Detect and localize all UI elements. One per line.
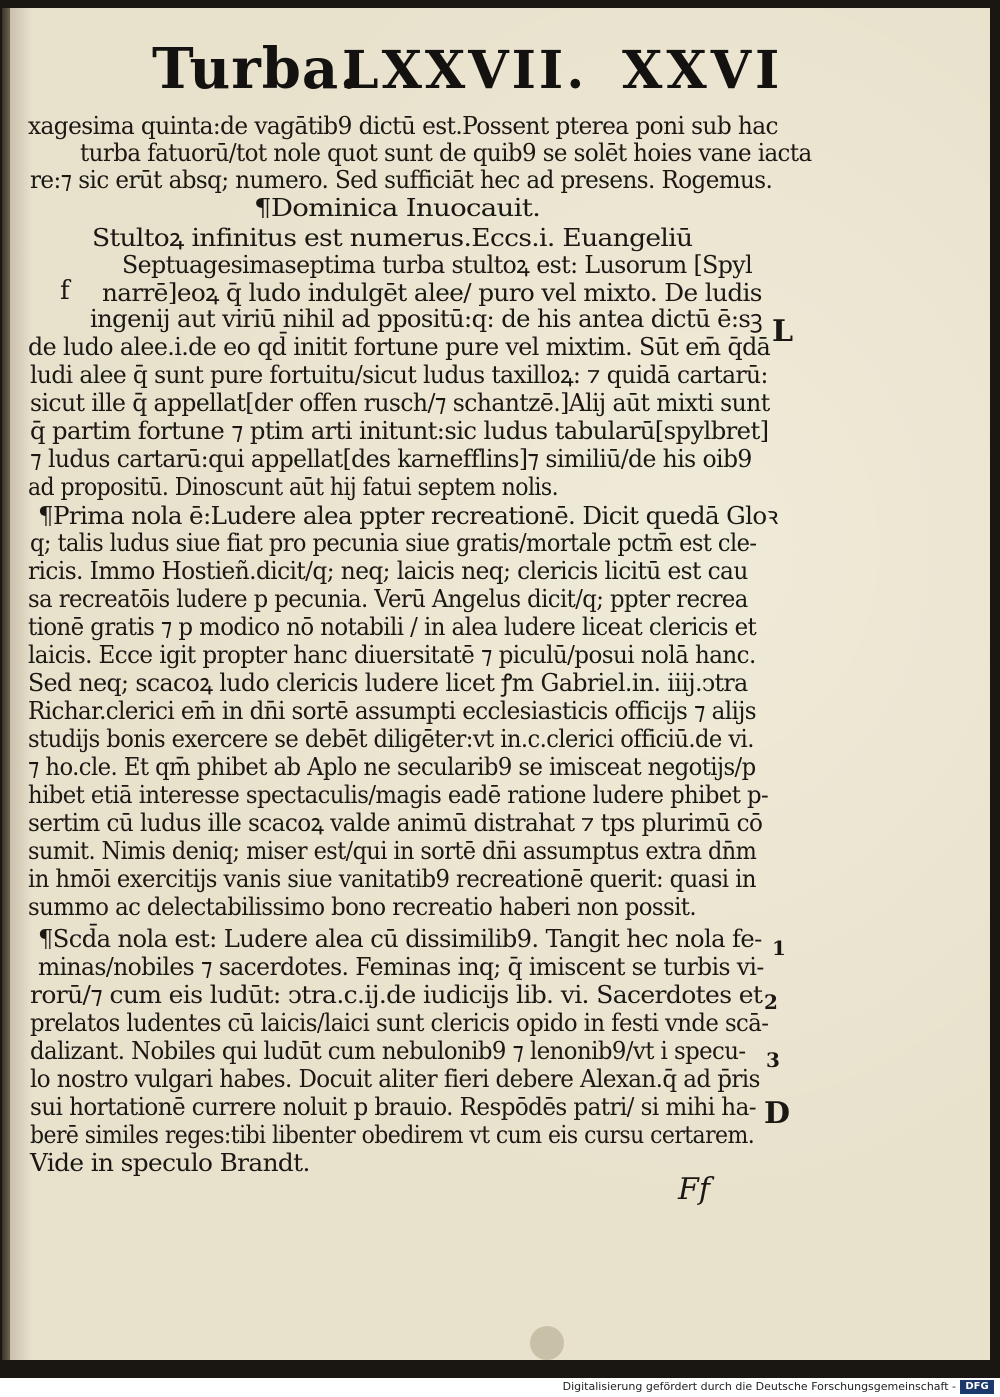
- text-line: re:⁊ sic erūt absq; numero. Sed sufficiāt hec ad presens. Rogemus.: [30, 166, 773, 194]
- text-line: berē similes reges:tibi libenter obedirem vt cum eis cursu certarem.: [30, 1121, 755, 1149]
- page-spine-edge: [2, 8, 10, 1360]
- text-line: ⁊ ludus cartarū:qui appellat[des karnefflins]⁊ similiū/de his oib9: [30, 445, 752, 473]
- text-line: q; talis ludus siue fiat pro pecunia siue gratis/mortale pctm̄ est cle-: [30, 529, 757, 557]
- text-line: Sed neq; scacoꝝ ludo clericis ludere licet ꝭm Gabriel.in. iiij.ↄtra: [28, 669, 748, 697]
- text-line: hibet etiā interesse spectaculis/magis eadē ratione ludere phibet p-: [28, 781, 769, 809]
- catchword: Ff: [678, 1172, 710, 1207]
- text-line: Stultoꝝ infinitus est numerus.Eccs.i. Euangeliū: [92, 224, 693, 252]
- text-line: minas/nobiles ⁊ sacerdotes. Feminas inq; q̄ imiscent se turbis vi-: [38, 953, 764, 981]
- text-line: sumit. Nimis deniq; miser est/qui in sortē dn̄i assumptus extra dn̄m: [28, 837, 757, 865]
- text-line: dalizant. Nobiles qui ludūt cum nebulonib9 ⁊ lenonib9/vt i specu-: [30, 1037, 746, 1065]
- text-line: laicis. Ecce igit propter hanc diuersitatē ⁊ piculū/posui nolā hanc.: [28, 641, 756, 669]
- text-line: ¶Scd̄a nola est: Ludere alea cū dissimilib9. Tangit hec nola fe-: [38, 925, 762, 953]
- text-line: lo nostro vulgari habes. Docuit aliter fieri debere Alexan.q̄ ad p̄ris: [30, 1065, 760, 1093]
- margin-letter-d: D: [764, 1096, 791, 1131]
- text-line: Septuagesimaseptima turba stultoꝝ est: Lusorum [Spyl: [122, 251, 753, 279]
- text-line: Richar.clerici em̄ in dn̄i sortē assumpti ecclesiasticis officijs ⁊ alijs: [28, 697, 757, 725]
- text-line: ad propositū. Dinoscunt aūt hij fatui septem nolis.: [28, 473, 559, 501]
- text-line: studijs bonis exercere se debēt diligēter:vt in.c.clerici officiū.de vi.: [28, 725, 754, 753]
- text-line: ludi alee q̄ sunt pure fortuitu/sicut ludus taxilloꝝ: ⁊ quidā cartarū:: [30, 361, 768, 389]
- text-line: rorū/⁊ cum eis ludūt: ↄtra.c.ij.de iudicijs lib. vi. Sacerdotes et: [30, 981, 763, 1009]
- text-line: ingenij aut viriū nihil ad ppositū:q: de his antea dictū ē:sꝫ: [90, 305, 763, 333]
- paper-hole: [530, 1326, 564, 1360]
- text-line: ricis. Immo Hostieñ.dicit/q; neq; laicis neq; clericis licitū est cau: [28, 557, 748, 585]
- header-title: Turba.: [152, 36, 360, 102]
- margin-number-3: 3: [766, 1048, 780, 1072]
- text-line: sicut ille q̄ appellat[der offen rusch/⁊ schantzē.]Alij aūt mixti sunt: [30, 389, 770, 417]
- text-line: ⁊ ho.cle. Et qm̄ phibet ab Aplo ne secularib9 se imisceat negotijs/p: [28, 753, 756, 781]
- header-chapter-number: LXXVII.: [342, 40, 588, 101]
- text-line: sertim cū ludus ille scacoꝝ valde animū distrahat ⁊ tps plurimū cō: [28, 809, 763, 837]
- margin-letter-f: f: [60, 276, 70, 306]
- footer-bar: [0, 1378, 1000, 1397]
- text-line: de ludo alee.i.de eo qd̄ initit fortune pure vel mixtim. Sūt em̄ q̄dā: [28, 333, 771, 361]
- text-line: ¶Dominica Inuocauit.: [254, 194, 541, 222]
- text-line: ¶Prima nola ē:Ludere alea ppter recreationē. Dicit quedā Gloꝛ: [38, 502, 778, 530]
- text-line: narrē]eoꝝ q̄ ludo indulgēt alee/ puro vel mixto. De ludis: [102, 279, 762, 307]
- text-line: summo ac delectabilissimo bono recreatio haberi non possit.: [28, 893, 697, 921]
- margin-number-1: 1: [772, 936, 786, 960]
- dfg-logo: DFG: [960, 1380, 994, 1394]
- text-line: tionē gratis ⁊ p modico nō notabili / in alea ludere liceat clericis et: [28, 613, 757, 641]
- text-line: xagesima quinta:de vagātib9 dictū est.Possent pterea poni sub hac: [28, 112, 778, 140]
- header-folio-number: XXVI: [622, 40, 784, 101]
- text-line: Vide in speculo Brandt.: [30, 1149, 310, 1177]
- margin-number-2: 2: [764, 990, 778, 1014]
- running-header: [152, 36, 792, 116]
- text-line: q̄ partim fortune ⁊ ptim arti initunt:sic ludus tabularū[spylbret]: [30, 417, 769, 445]
- footer-credit-text: Digitalisierung gefördert durch die Deutsche Forschungsgemeinschaft -: [562, 1380, 956, 1393]
- text-line: turba fatuorū/tot nole quot sunt de quib9 se solēt hoies vane iacta: [80, 139, 812, 167]
- text-line: sa recreatōis ludere p pecunia. Verū Angelus dicit/q; ppter recrea: [28, 585, 748, 613]
- margin-letter-l: L: [772, 314, 794, 349]
- text-line: sui hortationē currere noluit p brauio. Respōdēs patri/ si mihi ha-: [30, 1093, 756, 1121]
- text-line: in hmōi exercitijs vanis siue vanitatib9 recreationē querit: quasi in: [28, 865, 756, 893]
- book-page: [2, 8, 990, 1360]
- text-line: prelatos ludentes cū laicis/laici sunt clericis opido in festi vnde scā-: [30, 1009, 769, 1037]
